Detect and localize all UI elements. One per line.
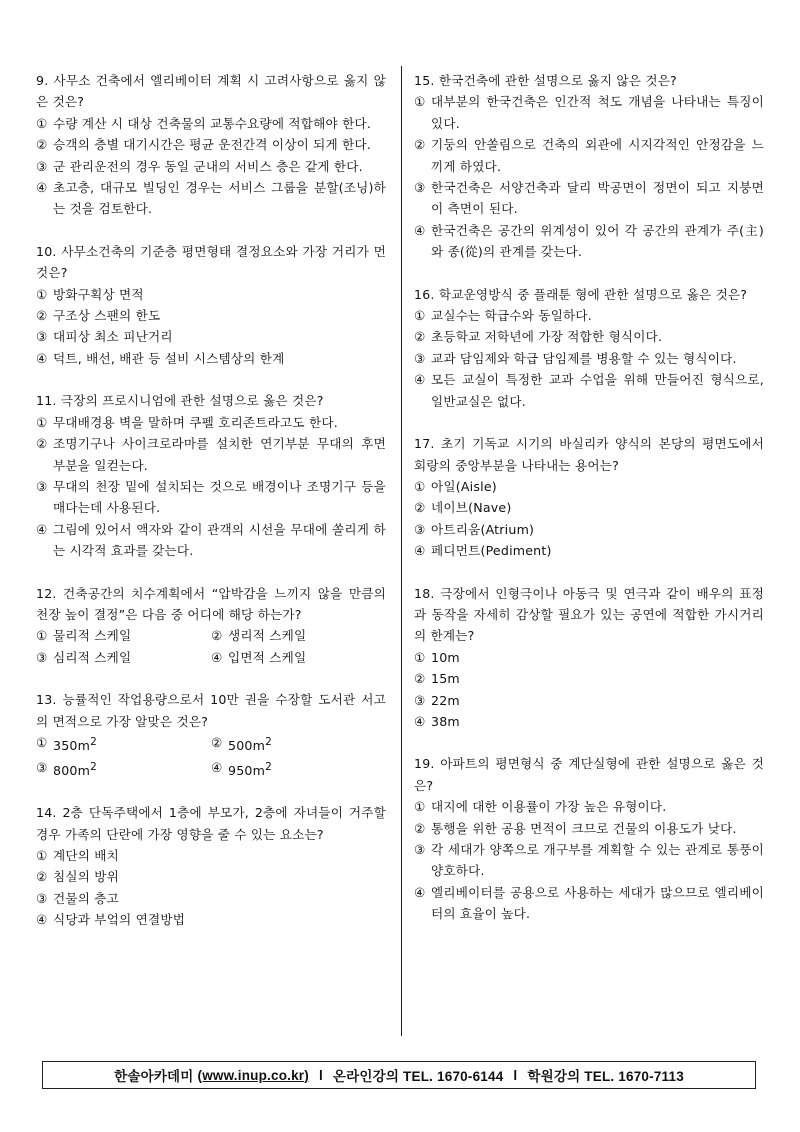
choice-text: 페디먼트(Pediment) xyxy=(431,543,552,559)
choice-number: ① xyxy=(414,94,426,110)
column-divider xyxy=(401,66,402,1036)
choice-3 xyxy=(36,757,211,782)
area-unit: m xyxy=(252,762,266,778)
choice-text: 대지에 대한 이용률이 가장 높은 유형이다. xyxy=(431,799,667,815)
choice-number: ① xyxy=(36,414,48,430)
choice-number: ③ xyxy=(36,158,48,174)
choice-3 xyxy=(414,177,764,220)
choice-number: ① xyxy=(36,847,48,863)
choice-number: ② xyxy=(414,500,426,516)
choice-4 xyxy=(211,647,386,668)
choice-2 xyxy=(414,497,764,518)
choice-number: ④ xyxy=(414,222,426,238)
choice-text: 덕트, 배선, 배관 등 설비 시스템상의 한계 xyxy=(53,350,285,366)
choice-text: 모든 교실이 특정한 교과 수업을 위해 만들어진 형식으로, 일반교실은 없다. xyxy=(431,372,764,409)
question-10 xyxy=(36,241,386,369)
separator: l xyxy=(318,1067,323,1083)
choice-text: 초등학교 저학년에 가장 적합한 형식이다. xyxy=(431,329,663,345)
question-stem: 13. 능률적인 작업용량으로서 10만 권을 수장할 도서관 서고의 면적으로 가장 알맞은 것은? xyxy=(36,692,386,729)
choice-2 xyxy=(36,305,386,326)
choice-text: 네이브(Nave) xyxy=(431,500,512,516)
choice-number: ① xyxy=(414,308,426,324)
question-stem: 15. 한국건축에 관한 설명으로 옳지 않은 것은? xyxy=(414,73,677,88)
left-column xyxy=(36,70,386,952)
choice-number: ④ xyxy=(211,649,223,665)
question-stem: 14. 2층 단독주택에서 1층에 부모가, 2층에 자녀들이 거주할 경우 가족의 단란에 가장 영향을 줄 수 있는 요소는? xyxy=(36,805,386,842)
choice-number: ③ xyxy=(36,759,48,775)
choice-3 xyxy=(36,326,386,347)
choice-2 xyxy=(36,433,386,476)
choice-number: ③ xyxy=(36,329,48,345)
unit-exponent: 2 xyxy=(90,735,97,748)
choice-1 xyxy=(414,647,764,668)
choice-4 xyxy=(36,348,386,369)
area-value: 500 xyxy=(228,738,253,754)
question-stem: 12. 건축공간의 치수계획에서 “압박감을 느끼지 않을 만큼의 천장 높이 결정”은 다음 중 어디에 해당 하는가? xyxy=(36,585,386,622)
choice-2 xyxy=(414,134,764,177)
choice-number: ③ xyxy=(414,350,426,366)
choice-number: ① xyxy=(36,734,48,750)
choice-3 xyxy=(414,690,764,711)
area-value: 950 xyxy=(228,762,253,778)
choice-2 xyxy=(211,625,386,646)
choice-number: ② xyxy=(414,137,426,153)
choice-2 xyxy=(36,866,386,887)
choice-1 xyxy=(414,305,764,326)
choice-number: ① xyxy=(414,649,426,665)
choice-text: 10m xyxy=(431,649,460,665)
question-stem: 19. 아파트의 평면형식 중 계단실형에 관한 설명으로 옳은 것은? xyxy=(414,756,764,793)
choice-number: ① xyxy=(36,628,48,644)
question-stem: 18. 극장에서 인형극이나 아동극 및 연극과 같이 배우의 표정과 동작을 자세히 감상할 필요가 있는 공연에 적합한 가시거리의 한계는? xyxy=(414,585,764,644)
choice-number: ③ xyxy=(414,180,426,196)
choice-3 xyxy=(36,476,386,519)
choice-number: ② xyxy=(211,628,223,644)
choice-4 xyxy=(414,540,764,561)
question-stem: 16. 학교운영방식 중 플래툰 형에 관한 설명으로 옳은 것은? xyxy=(414,286,748,302)
choice-number: ④ xyxy=(36,180,48,196)
question-stem: 10. 사무소건축의 기준층 평면형태 결정요소와 가장 거리가 먼 것은? xyxy=(36,243,386,281)
choice-text: 한국건축은 공간의 위계성이 있어 각 공간의 관계가 주(主)와 종(從)의 관계를 갖는다. xyxy=(431,222,764,260)
choice-number: ④ xyxy=(414,543,426,559)
choice-3 xyxy=(414,519,764,540)
choice-1 xyxy=(36,845,386,866)
choice-text: 식당과 부엌의 연결방법 xyxy=(53,912,186,928)
question-13 xyxy=(36,689,386,781)
choice-number: ④ xyxy=(211,759,223,775)
choice-number: ② xyxy=(36,869,48,885)
question-stem: 9. 사무소 건축에서 엘리베이터 계획 시 고려사항으로 옳지 않은 것은? xyxy=(36,73,386,110)
question-14 xyxy=(36,802,386,930)
choice-number: ③ xyxy=(414,692,426,708)
choice-text: 대부분의 한국건축은 인간적 척도 개념을 나타내는 특징이 있다. xyxy=(431,94,764,131)
choice-text: 그림에 있어서 액자와 같이 관객의 시선을 무대에 쏠리게 하는 시각적 효과를 갖는다. xyxy=(53,521,386,559)
choice-number: ② xyxy=(36,436,48,452)
question-stem: 11. 극장의 프로시니엄에 관한 설명으로 옳은 것은? xyxy=(36,393,324,409)
right-column xyxy=(414,70,764,946)
area-unit: m xyxy=(77,738,91,754)
question-12 xyxy=(36,583,386,669)
choice-number: ② xyxy=(36,308,48,324)
choice-1 xyxy=(36,732,211,757)
choice-4 xyxy=(414,882,764,925)
choice-4 xyxy=(36,519,386,562)
choice-3 xyxy=(36,156,386,177)
choice-text xyxy=(53,757,211,782)
choice-text: 계단의 배치 xyxy=(53,847,120,863)
area-value: 350 xyxy=(53,738,78,754)
unit-exponent: 2 xyxy=(265,760,272,773)
choice-number: ② xyxy=(414,820,426,836)
choice-number: ② xyxy=(36,137,48,153)
choice-number: ① xyxy=(36,286,48,302)
choice-text: 22m xyxy=(431,692,460,708)
choice-number: ① xyxy=(414,799,426,815)
offline-phone: 학원강의 TEL. 1670-7113 xyxy=(527,1069,684,1084)
choice-2 xyxy=(36,134,386,155)
area-value: 800 xyxy=(53,762,78,778)
choice-2 xyxy=(414,818,764,839)
area-unit: m xyxy=(252,738,266,754)
choice-2 xyxy=(414,668,764,689)
choice-3 xyxy=(414,839,764,882)
choice-number: ③ xyxy=(414,842,426,857)
choice-1 xyxy=(36,113,386,134)
area-unit: m xyxy=(77,762,91,778)
choice-number: ① xyxy=(36,115,48,131)
academy-link[interactable]: (www.inup.co.kr) xyxy=(197,1067,309,1083)
choice-text: 군 관리운전의 경우 동일 군내의 서비스 층은 같게 한다. xyxy=(53,158,363,174)
question-16 xyxy=(414,284,764,412)
choice-1 xyxy=(414,796,764,817)
choice-number: ④ xyxy=(414,884,426,900)
choice-text: 무대배경용 벽을 말하며 쿠펠 호리존트라고도 한다. xyxy=(53,414,338,430)
online-phone: 온라인강의 TEL. 1670-6144 xyxy=(332,1069,504,1084)
choice-text: 엘리베이터를 공용으로 사용하는 세대가 많으므로 엘리베이터의 효율이 높다. xyxy=(431,884,764,922)
choice-text: 통행을 위한 공용 면적이 크므로 건물의 이용도가 낮다. xyxy=(431,820,737,836)
separator: l xyxy=(513,1067,518,1083)
choice-grid xyxy=(36,732,386,781)
choice-text: 대피상 최소 피난거리 xyxy=(53,329,173,345)
choice-text xyxy=(228,732,386,757)
choice-text: 무대의 천장 밑에 설치되는 것으로 배경이나 조명기구 등을 매다는데 사용된다. xyxy=(53,478,386,516)
choice-4 xyxy=(414,220,764,263)
choice-number: ③ xyxy=(414,521,426,537)
choice-number: ② xyxy=(211,734,223,750)
choice-text: 승객의 층별 대기시간은 평균 운전간격 이상이 되게 한다. xyxy=(53,137,372,153)
choice-text: 입면적 스케일 xyxy=(228,649,307,665)
choice-number: ③ xyxy=(36,890,48,906)
choice-text: 조명기구나 사이크로라마를 설치한 연기부분 무대의 후면 부분을 일컫는다. xyxy=(53,436,386,473)
choice-text xyxy=(228,757,386,782)
choice-number: ③ xyxy=(36,478,48,494)
choice-4 xyxy=(211,757,386,782)
choice-4 xyxy=(36,909,386,930)
choice-text: 생리적 스케일 xyxy=(228,628,307,644)
choice-3 xyxy=(36,647,211,668)
question-9 xyxy=(36,70,386,220)
question-stem: 17. 초기 기독교 시기의 바실리카 양식의 본당의 평면도에서 회랑의 중앙부분을 나타내는 용어는? xyxy=(414,436,764,473)
choice-1 xyxy=(36,284,386,305)
choice-grid xyxy=(36,625,386,668)
question-15 xyxy=(414,70,764,263)
choice-text xyxy=(53,732,211,757)
choice-number: ④ xyxy=(36,521,48,537)
question-17 xyxy=(414,433,764,561)
choice-text: 수량 계산 시 대상 건축물의 교통수요량에 적합해야 한다. xyxy=(53,115,372,131)
choice-number: ④ xyxy=(414,713,426,729)
choice-1 xyxy=(36,625,211,646)
choice-text: 침실의 방위 xyxy=(53,869,120,885)
choice-text: 초고층, 대규모 빌딩인 경우는 서비스 그룹을 분할(조닝)하는 것을 검토한다. xyxy=(53,180,386,217)
choice-number: ③ xyxy=(36,649,48,665)
choice-3 xyxy=(36,888,386,909)
choice-number: ④ xyxy=(36,350,48,366)
unit-exponent: 2 xyxy=(90,760,97,773)
choice-1 xyxy=(414,91,764,134)
choice-number: ④ xyxy=(414,372,426,388)
choice-1 xyxy=(414,476,764,497)
choice-4 xyxy=(414,369,764,412)
choice-text: 38m xyxy=(431,713,460,729)
question-11 xyxy=(36,390,386,561)
choice-text: 건물의 층고 xyxy=(53,890,120,906)
academy-name: 한솔아카데미 xyxy=(114,1069,194,1084)
choice-2 xyxy=(414,326,764,347)
choice-3 xyxy=(414,348,764,369)
question-19 xyxy=(414,753,764,924)
footer-banner xyxy=(42,1061,756,1089)
choice-2 xyxy=(211,732,386,757)
choice-text: 교실수는 학급수와 동일하다. xyxy=(431,308,592,324)
choice-number: ② xyxy=(414,329,426,345)
unit-exponent: 2 xyxy=(265,735,272,748)
choice-text: 한국건축은 서양건축과 달리 박공면이 정면이 되고 지붕면이 측면이 된다. xyxy=(431,180,764,217)
choice-number: ② xyxy=(414,671,426,687)
choice-text: 교과 담임제와 학급 담임제를 병용할 수 있는 형식이다. xyxy=(431,350,737,366)
choice-text: 방화구획상 면적 xyxy=(53,286,144,302)
choice-text: 각 세대가 양쪽으로 개구부를 계획할 수 있는 관계로 통풍이 양호하다. xyxy=(431,842,764,879)
choice-4 xyxy=(414,711,764,732)
choice-text: 15m xyxy=(431,671,460,687)
choice-1 xyxy=(36,412,386,433)
question-18 xyxy=(414,583,764,733)
choice-text: 물리적 스케일 xyxy=(53,628,132,644)
choice-text: 아일(Aisle) xyxy=(431,478,497,494)
choice-text: 아트리움(Atrium) xyxy=(431,521,535,537)
choice-number: ① xyxy=(414,478,426,494)
choice-text: 기둥의 안쏠림으로 건축의 외관에 시지각적인 안정감을 느끼게 하였다. xyxy=(431,137,764,174)
choice-text: 구조상 스팬의 한도 xyxy=(53,308,161,324)
choice-text: 심리적 스케일 xyxy=(53,649,132,665)
choice-4 xyxy=(36,177,386,220)
choice-number: ④ xyxy=(36,912,48,928)
